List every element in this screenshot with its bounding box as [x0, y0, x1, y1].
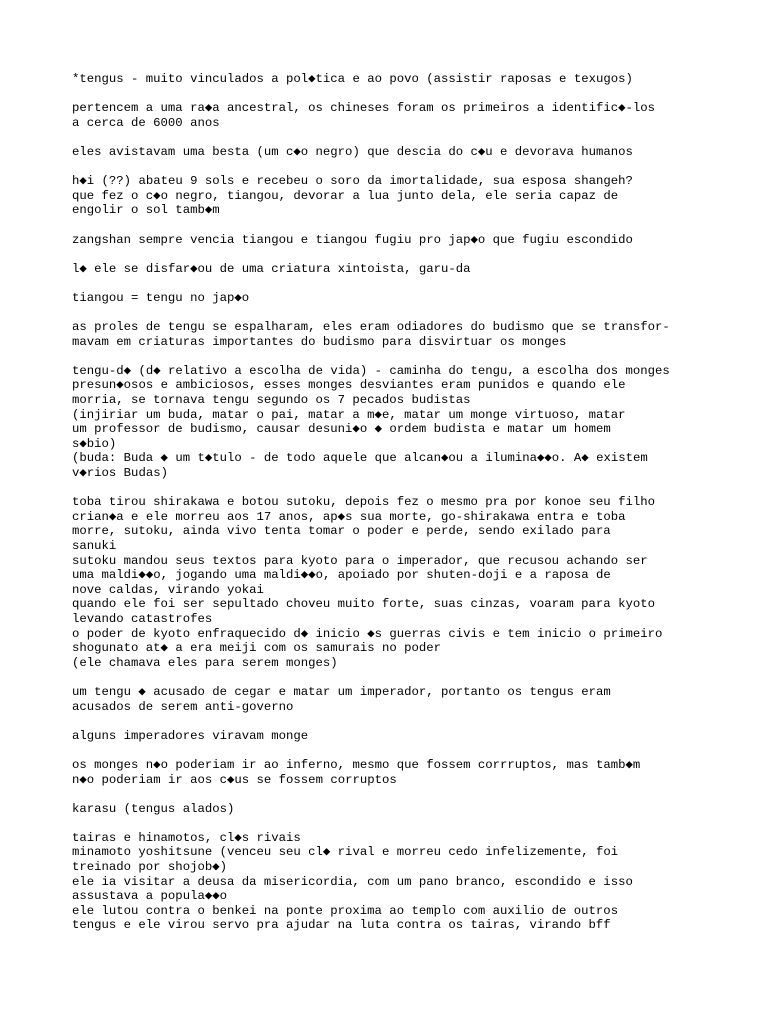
paragraph-garuda-disguise [72, 262, 712, 277]
paragraph-minamoto-yoshitsune [72, 831, 712, 933]
text-line: que fez o c◆o negro, tiangou, devorar a lua junto dela, ele seria capaz de [72, 188, 619, 203]
text-line: toba tirou shirakawa e botou sutoku, depois fez o mesmo pra por konoe seu filho [72, 495, 655, 510]
text-line: levando catastrofes [72, 611, 213, 626]
text-line: um professor de budismo, causar desuni◆o ◆ ordem budista e matar um homem [72, 422, 611, 437]
text-line: a cerca de 6000 anos [72, 115, 220, 130]
text-line: uma maldi◆◆o, jogando uma maldi◆◆o, apoiado por shuten-doji e a raposa de [72, 568, 611, 583]
paragraph-ancestral-race [72, 101, 712, 130]
text-line: *tengus - muito vinculados a pol◆tica e ao povo (assistir raposas e texugos) [72, 72, 633, 86]
text-line: n◆o poderiam ir aos c◆us se fossem corruptos [72, 772, 397, 787]
text-line: (buda: Buda ◆ um t◆tulo - de todo aquele que alcan◆ou a ilumina◆◆o. A◆ existem [72, 451, 648, 466]
text-line: o poder de kyoto enfraquecido d◆ inicio ◆s guerras civis e tem inicio o primeiro [72, 626, 663, 641]
text-line: assustava a popula◆◆o [72, 889, 228, 904]
text-line: nove caldas, virando yokai [72, 582, 264, 597]
text-line: tairas e hinamotos, cl◆s rivais [72, 830, 301, 845]
text-line: um tengu ◆ acusado de cegar e matar um imperador, portanto os tengus eram [72, 684, 611, 699]
text-line: tengu-d◆ (d◆ relativo a escolha de vida) - caminha do tengu, a escolha dos monges [72, 363, 670, 378]
paragraph-emperors-monks [72, 729, 712, 744]
text-line: ele lutou contra o benkei na ponte proxima ao templo com auxilio de outros [72, 903, 619, 918]
paragraph-tengu-do [72, 364, 712, 481]
paragraph-monks-afterlife [72, 758, 712, 787]
paragraph-black-dog-beast [72, 145, 712, 160]
paragraph-tengu-offspring [72, 320, 712, 349]
text-line: morria, se tornava tengu segundo os 7 pecados budistas [72, 393, 471, 408]
text-line: eles avistavam uma besta (um c◆o negro) que descia do c◆u e devorava humanos [72, 144, 633, 159]
text-line: karasu (tengus alados) [72, 801, 235, 816]
text-line: h◆i (??) abateu 9 sols e recebeu o soro da imortalidade, sua esposa shangeh? [72, 174, 633, 189]
text-line: os monges n◆o poderiam ir ao inferno, mesmo que fossem corrruptos, mas tamb◆m [72, 757, 641, 772]
paragraph-zangshan [72, 233, 712, 248]
paragraph-political-ties [72, 72, 712, 87]
text-line: acusados de serem anti-governo [72, 699, 294, 714]
text-line: engolir o sol tamb◆m [72, 203, 220, 218]
paragraph-tiangou-tengu [72, 291, 712, 306]
text-line: s◆bio) [72, 436, 117, 451]
text-line: l◆ ele se disfar◆ou de uma criatura xintoista, garu-da [72, 261, 471, 276]
text-line: as proles de tengu se espalharam, eles eram odiadores do budismo que se transfor- [72, 320, 670, 335]
text-line: zangshan sempre vencia tiangou e tiangou fugiu pro jap◆o que fugiu escondido [72, 232, 633, 247]
paragraph-karasu [72, 802, 712, 817]
paragraph-toba-sutoku [72, 495, 712, 670]
text-line: sanuki [72, 539, 117, 553]
text-line: crian◆a e ele morreu aos 17 anos, ap◆s sua morte, go-shirakawa entra e toba [72, 509, 626, 524]
text-line: morre, sutoku, ainda vivo tenta tomar o poder e perde, sendo exilado para [72, 524, 611, 539]
text-line: tiangou = tengu no jap◆o [72, 290, 250, 305]
text-line: treinado por shojob◆) [72, 860, 227, 875]
text-line: ele ia visitar a deusa da misericordia, com um pano branco, escondido e isso [72, 874, 633, 889]
paragraph-hoi-nine-suns [72, 174, 712, 218]
text-line: shogunato at◆ a era meiji com os samurais no poder [72, 641, 441, 656]
text-line: alguns imperadores viravam monge [72, 728, 309, 743]
text-line: (ele chamava eles para serem monges) [72, 655, 338, 670]
text-line: pertencem a uma ra◆a ancestral, os chineses foram os primeiros a identific◆-los [72, 101, 656, 116]
paragraph-anti-government [72, 685, 712, 714]
text-line: (injiriar um buda, matar o pai, matar a m◆e, matar um monge virtuoso, matar [72, 407, 626, 422]
document-page [72, 72, 712, 948]
text-line: tengus e ele virou servo pra ajudar na luta contra os tairas, virando bff [72, 918, 611, 933]
text-line: sutoku mandou seus textos para kyoto para o imperador, que recusou achando ser [72, 553, 648, 568]
text-line: minamoto yoshitsune (venceu seu cl◆ rival e morreu cedo infelizemente, foi [72, 845, 619, 860]
text-line: mavam em criaturas importantes do budismo para disvirtuar os monges [72, 334, 567, 349]
text-line: presun◆osos e ambiciosos, esses monges desviantes eram punidos e quando ele [72, 378, 626, 393]
text-line: quando ele foi ser sepultado choveu muito forte, suas cinzas, voaram para kyoto [72, 597, 655, 612]
text-line: v◆rios Budas) [72, 466, 168, 481]
